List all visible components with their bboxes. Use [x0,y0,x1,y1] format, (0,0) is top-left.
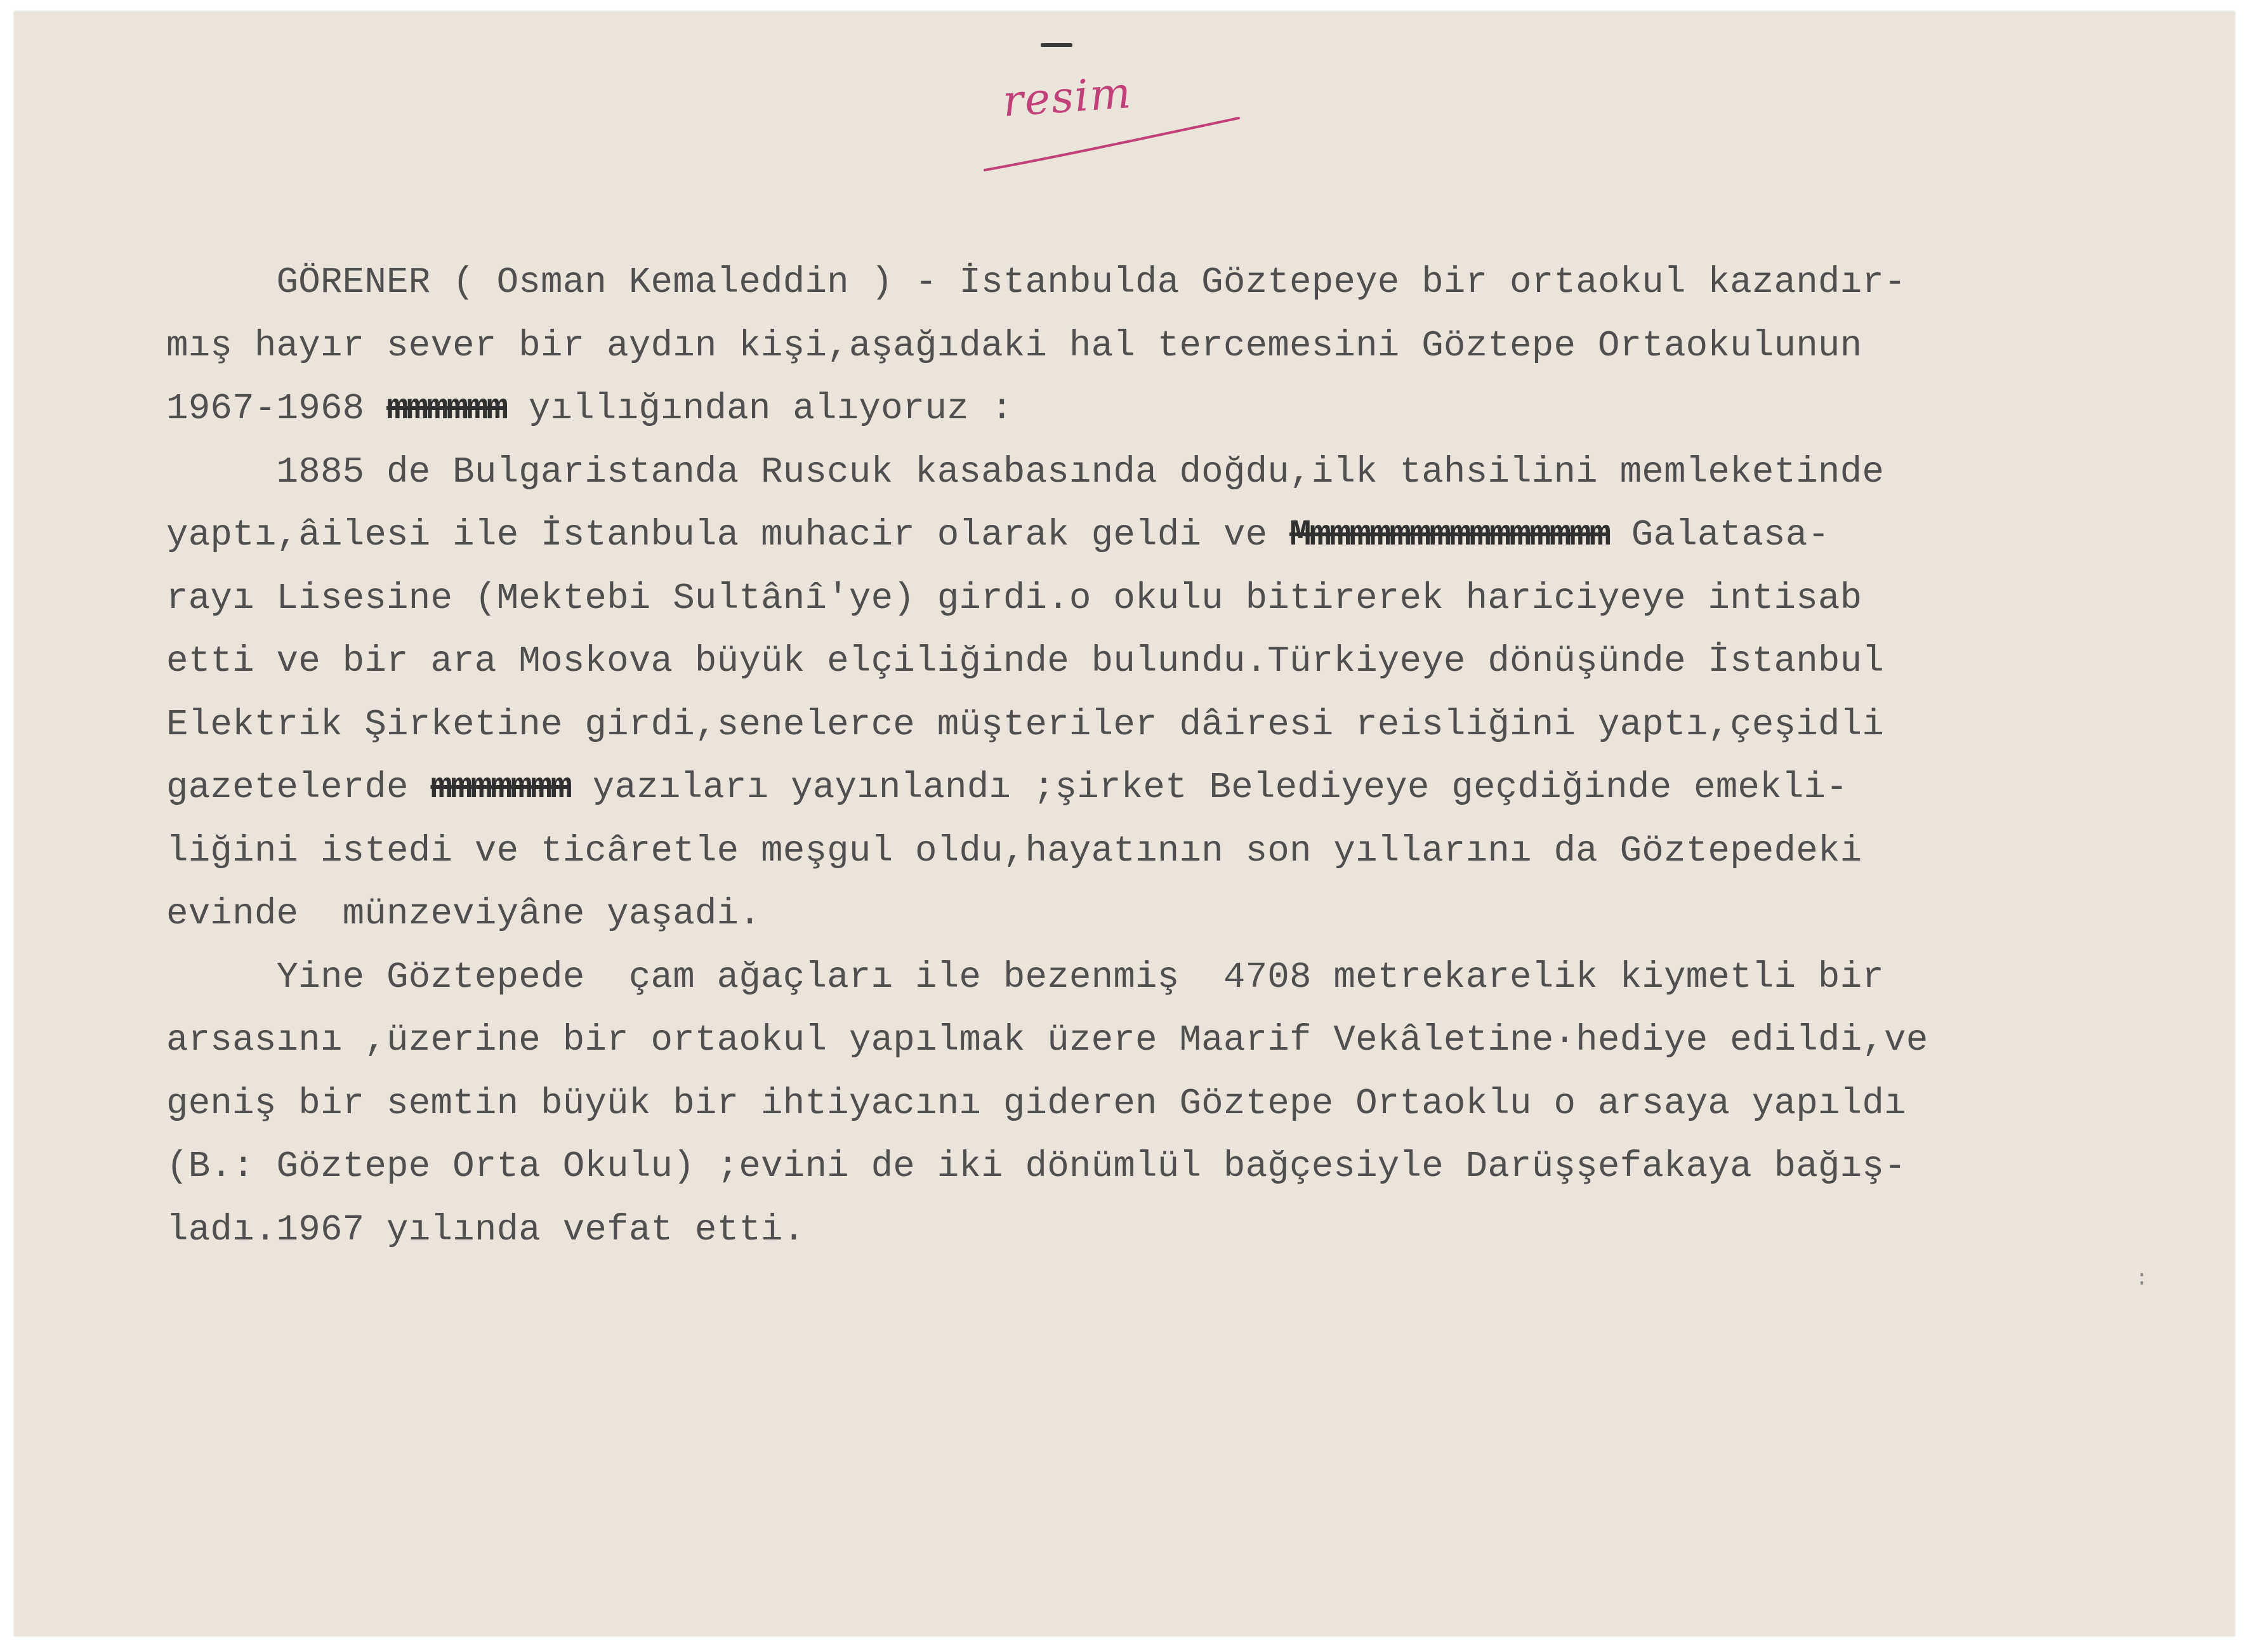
text-segment: yıllığından alıyoruz : [506,388,1013,430]
handwritten-annotation [979,69,1245,189]
paper-sheet [14,11,2235,1636]
text-line [166,883,2241,946]
text-line [166,1073,2241,1136]
ink-smudge-mark: : [2135,1267,2149,1292]
struck-out-text: mmmmmmm [430,767,571,809]
text-line [166,251,2241,315]
text-segment: 1885 de Bulgaristanda Ruscuk kasabasında doğdu,ilk tahsilini memleketinde [166,451,1885,493]
struck-out-text: mmmmmm [386,388,507,430]
text-segment: evinde münzeviyâne yaşadi. [166,894,761,935]
text-segment: rayı Lisesine (Mektebi Sultânî'ye) girdi.o okulu bitirerek hariciyeye intisab [166,578,1862,619]
text-line [166,504,2241,567]
text-line [166,567,2241,631]
text-segment: Yine Göztepede çam ağaçları ile bezenmiş 4708 metrekarelik kiymetli bir [166,956,1885,998]
text-segment: Galatasa- [1609,515,1830,556]
text-segment: ladı.1967 yılında vefat etti. [166,1209,805,1251]
text-segment: yazıları yayınlandı ;şirket Belediyeye geçdiğinde emekli- [570,767,1848,809]
text-segment: mış hayır sever bir aydın kişi,aşağıdaki hal tercemesini Göztepe Ortaokulunun [166,325,1862,367]
text-segment: GÖRENER ( Osman Kemaleddin ) - İstanbulda Göztepeye bir ortaokul kazandır- [166,262,1906,303]
text-segment: Elektrik Şirketine girdi,senelerce müşteriler dâiresi reisliğini yaptı,çeşidli [166,704,1885,746]
text-line [166,1135,2241,1199]
text-line [166,1009,2241,1073]
ink-dash-mark [1041,43,1072,47]
typewritten-body [166,251,2241,1262]
text-line [166,315,2241,378]
text-segment: (B.: Göztepe Orta Okulu) ;evini de iki dönümlül bağçesiyle Darüşşefakaya bağış- [166,1146,1906,1187]
text-segment: arsasını ,üzerine bir ortaokul yapılmak üzere Maarif Vekâletine·hediye edildi,ve [166,1020,1928,1061]
text-line [166,946,2241,1010]
text-line [166,820,2241,883]
text-line [166,694,2241,757]
text-line [166,1199,2241,1262]
text-segment: yaptı,âilesi ile İstanbula muhacir olarak geldi ve [166,515,1289,556]
handwritten-note: resim [1001,67,1134,128]
text-segment: gazetelerde [166,767,431,809]
text-line [166,378,2241,441]
text-line [166,630,2241,694]
text-line [166,441,2241,505]
text-segment: geniş bir semtin büyük bir ihtiyacını gideren Göztepe Ortaoklu o arsaya yapıldı [166,1083,1906,1125]
annotation-underline-icon [979,69,1245,189]
text-segment: liğini istedi ve ticâretle meşgul oldu,hayatının son yıllarını da Göztepedeki [166,830,1862,872]
text-line [166,757,2241,820]
text-segment: etti ve bir ara Moskova büyük elçiliğinde bulundu.Türkiyeye dönüşünde İstanbul [166,641,1885,682]
text-segment: 1967-1968 [166,388,387,430]
struck-out-text: Mmmmmmmmmmmmmmmm [1289,515,1610,556]
